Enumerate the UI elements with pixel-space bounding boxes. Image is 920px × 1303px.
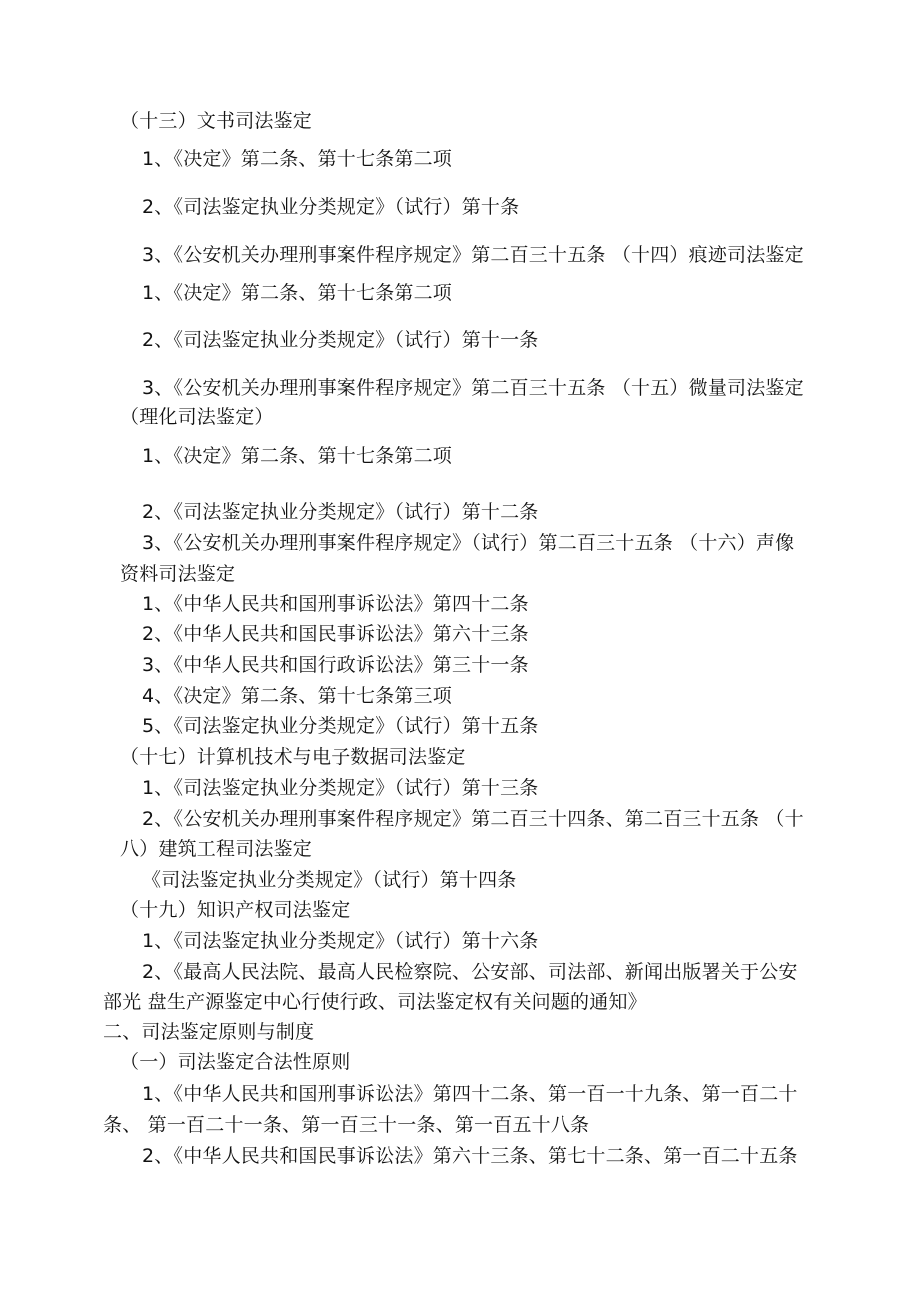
text-line: 2、《司法鉴定执业分类规定》（试行）第十一条: [142, 329, 539, 351]
text-line: 2、《司法鉴定执业分类规定》（试行）第十条: [142, 196, 520, 218]
text-line: 《司法鉴定执业分类规定》（试行）第十四条: [142, 869, 517, 891]
text-line: 资料司法鉴定: [120, 563, 236, 585]
text-line: 1、《决定》第二条、第十七条第二项: [142, 445, 452, 467]
text-line: 4、《决定》第二条、第十七条第三项: [142, 685, 452, 707]
text-line: 1、《司法鉴定执业分类规定》（试行）第十三条: [142, 777, 539, 799]
text-line: 八）建筑工程司法鉴定: [120, 838, 313, 860]
text-line: 2、《司法鉴定执业分类规定》（试行）第十二条: [142, 501, 539, 523]
text-line: 2、《中华人民共和国民事诉讼法》第六十三条、第七十二条、第一百二十五条: [142, 1145, 798, 1167]
text-line: 3、《中华人民共和国行政诉讼法》第三十一条: [142, 654, 529, 676]
section-heading-2: 二、司法鉴定原则与制度: [103, 1021, 315, 1043]
heading-13: （十三）文书司法鉴定: [120, 110, 313, 132]
text-line: （理化司法鉴定）: [120, 406, 274, 428]
heading-19: （十九）知识产权司法鉴定: [120, 899, 351, 921]
text-line: 2、《公安机关办理刑事案件程序规定》第二百三十四条、第二百三十五条 （十: [142, 808, 804, 830]
text-line: 2、《中华人民共和国民事诉讼法》第六十三条: [142, 623, 529, 645]
text-line: 2、《最高人民法院、最高人民检察院、公安部、司法部、新闻出版署关于公安: [142, 961, 798, 983]
text-line: 1、《中华人民共和国刑事诉讼法》第四十二条: [142, 593, 529, 615]
text-line: 3、《公安机关办理刑事案件程序规定》（试行）第二百三十五条 （十六）声像: [142, 532, 795, 554]
text-line: 5、《司法鉴定执业分类规定》（试行）第十五条: [142, 715, 539, 737]
text-line: 1、《中华人民共和国刑事诉讼法》第四十二条、第一百一十九条、第一百二十: [142, 1083, 798, 1105]
text-line: 3、《公安机关办理刑事案件程序规定》第二百三十五条 （十四）痕迹司法鉴定: [142, 244, 804, 266]
text-line: 3、《公安机关办理刑事案件程序规定》第二百三十五条 （十五）微量司法鉴定: [142, 377, 804, 399]
text-line: 1、《决定》第二条、第十七条第二项: [142, 282, 452, 304]
text-line: 部光 盘生产源鉴定中心行使行政、司法鉴定权有关问题的通知》: [103, 991, 647, 1013]
text-line: 条、 第一百二十一条、第一百三十一条、第一百五十八条: [103, 1114, 590, 1136]
text-line: 1、《司法鉴定执业分类规定》（试行）第十六条: [142, 930, 539, 952]
heading-1: （一）司法鉴定合法性原则: [120, 1051, 351, 1073]
heading-17: （十七）计算机技术与电子数据司法鉴定: [120, 746, 466, 768]
text-line: 1、《决定》第二条、第十七条第二项: [142, 148, 452, 170]
